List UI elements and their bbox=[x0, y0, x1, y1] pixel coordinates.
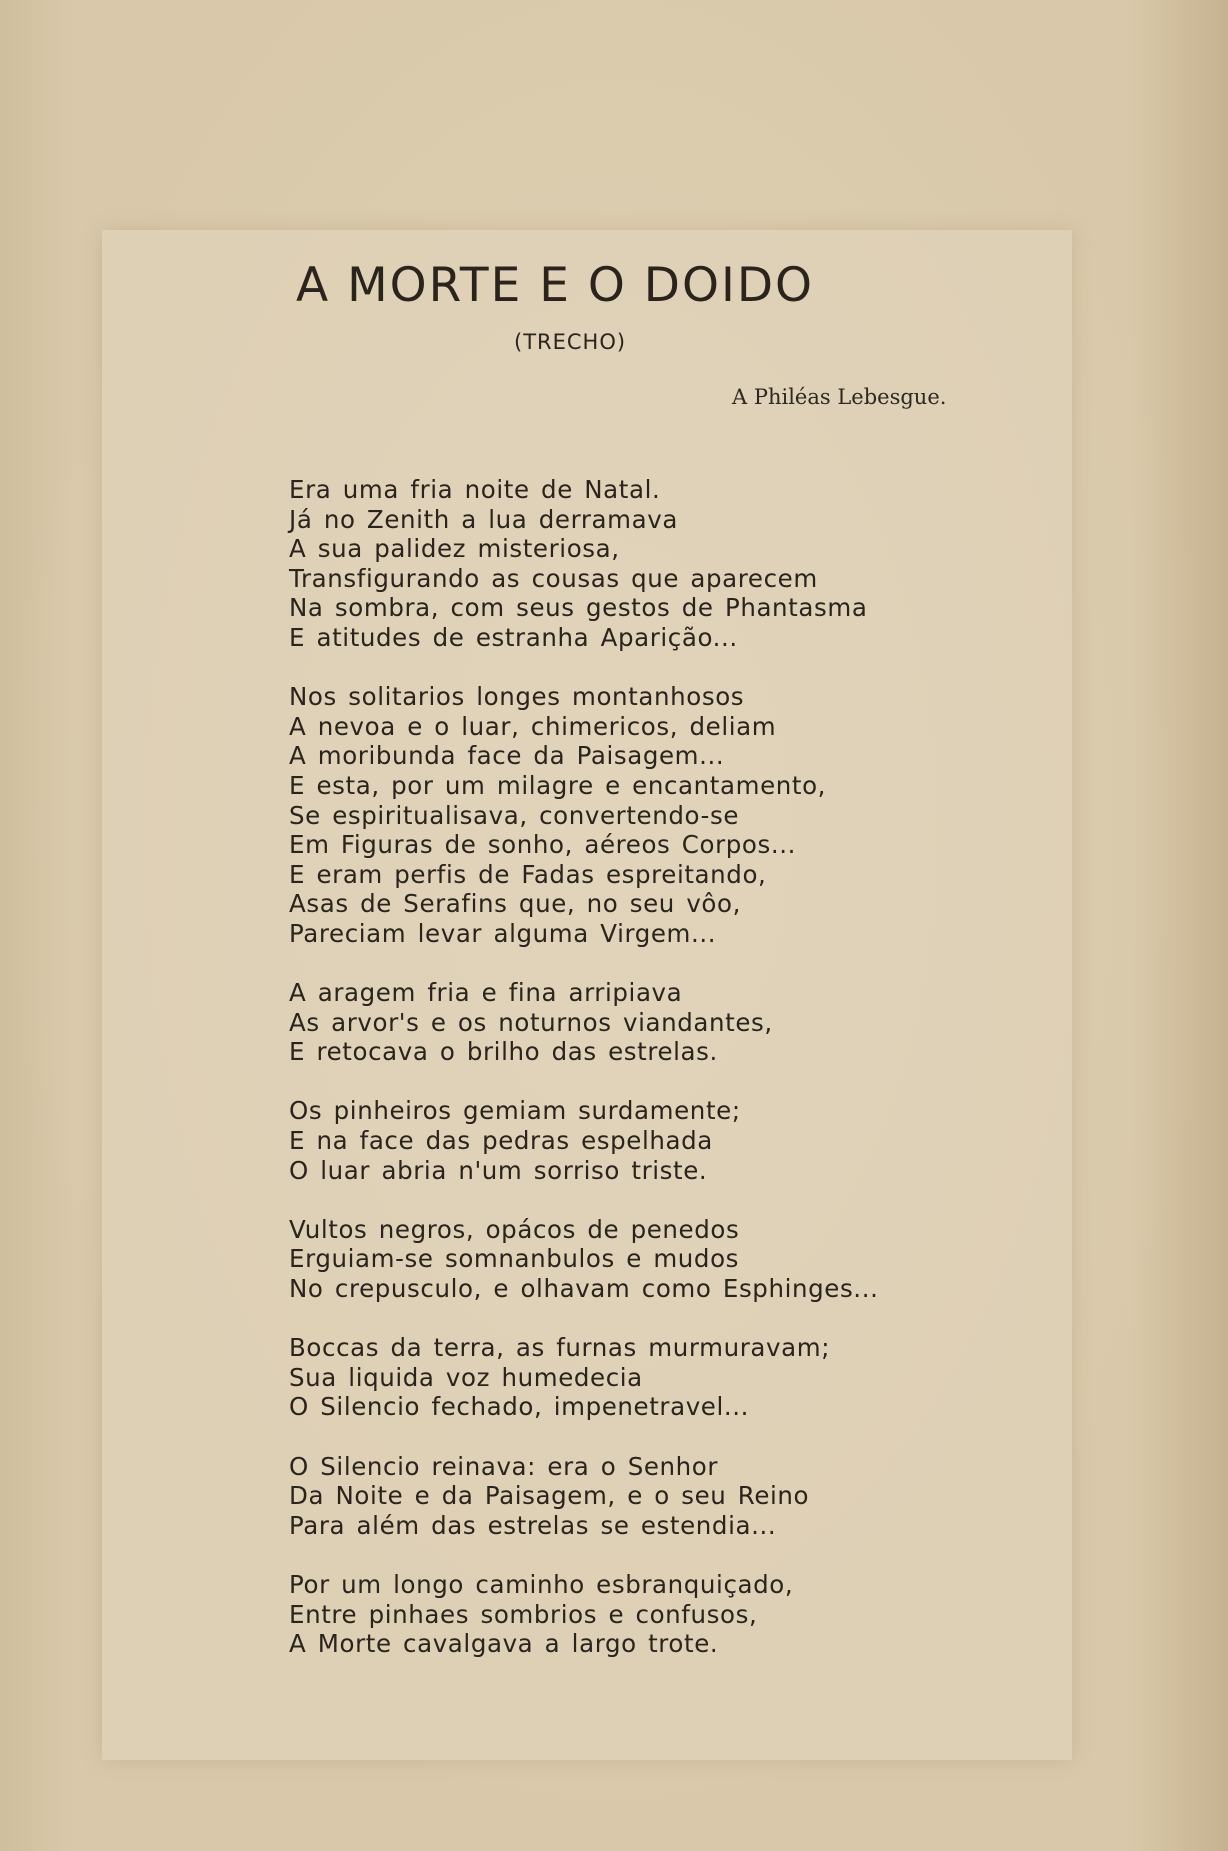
poem-line: Em Figuras de sonho, aéreos Corpos... bbox=[289, 830, 797, 860]
poem-line: A Morte cavalgava a largo trote. bbox=[289, 1629, 719, 1659]
poem-line: E atitudes de estranha Aparição... bbox=[289, 622, 738, 652]
poem-line: As arvor's e os noturnos viandantes, bbox=[289, 1007, 773, 1037]
poem-line: Era uma fria noite de Natal. bbox=[289, 475, 661, 504]
poem-line: Entre pinhaes sombrios e confusos, bbox=[289, 1599, 758, 1629]
dedication: A Philéas Lebesgue. bbox=[732, 385, 947, 409]
poem-line: Boccas da terra, as furnas murmuravam; bbox=[289, 1333, 831, 1363]
stanza bbox=[289, 682, 1089, 948]
poem-line: E esta, por um milagre e encantamento, bbox=[289, 770, 827, 800]
poem-line: O Silencio fechado, impenetravel... bbox=[289, 1392, 750, 1422]
poem-line: O Silencio reinava: era o Senhor bbox=[289, 1451, 719, 1481]
poem-line: No crepusculo, e olhavam como Esphinges... bbox=[289, 1274, 879, 1304]
stanza bbox=[289, 1452, 1089, 1541]
poem-line: E retocava o brilho das estrelas. bbox=[289, 1037, 718, 1067]
poem-line: Asas de Serafins que, no seu vôo, bbox=[289, 889, 741, 919]
poem-line: Já no Zenith a lua derramava bbox=[289, 504, 678, 534]
poem-line: O luar abria n'um sorriso triste. bbox=[289, 1155, 708, 1185]
stanza bbox=[289, 978, 1089, 1067]
stanza bbox=[289, 475, 1089, 653]
poem-title: A MORTE E O DOIDO bbox=[296, 258, 815, 313]
poem-line: Transfigurando as cousas que aparecem bbox=[289, 563, 818, 593]
poem-subtitle: (TRECHO) bbox=[514, 330, 627, 354]
stanza bbox=[289, 1215, 1089, 1304]
stanza bbox=[289, 1333, 1089, 1422]
poem-line: Por um longo caminho esbranquiçado, bbox=[289, 1569, 794, 1599]
poem-line: A sua palidez misteriosa, bbox=[289, 534, 620, 564]
poem-line: A moribunda face da Paisagem... bbox=[289, 741, 725, 771]
poem-line: Pareciam levar alguma Virgem... bbox=[289, 918, 717, 948]
poem-line: E eram perfis de Fadas espreitando, bbox=[289, 859, 767, 889]
poem-body bbox=[289, 475, 1089, 1688]
poem-line: Se espiritualisava, convertendo-se bbox=[289, 800, 740, 830]
stanza bbox=[289, 1096, 1089, 1185]
poem-line: A nevoa e o luar, chimericos, deliam bbox=[289, 711, 777, 741]
poem-line: Erguiam-se somnanbulos e mudos bbox=[289, 1244, 740, 1274]
stanza bbox=[289, 1570, 1089, 1659]
poem-line: Sua liquida voz humedecia bbox=[289, 1362, 643, 1392]
poem-line: Para além das estrelas se estendia... bbox=[289, 1510, 777, 1540]
poem-line: Na sombra, com seus gestos de Phantasma bbox=[289, 593, 868, 623]
poem-line: Vultos negros, opácos de penedos bbox=[289, 1214, 740, 1244]
poem-line: A aragem fria e fina arripiava bbox=[289, 978, 683, 1008]
poem-line: Da Noite e da Paisagem, e o seu Reino bbox=[289, 1481, 810, 1511]
poem-line: Nos solitarios longes montanhosos bbox=[289, 682, 745, 712]
poem-line: Os pinheiros gemiam surdamente; bbox=[289, 1096, 741, 1126]
poem-line: E na face das pedras espelhada bbox=[289, 1126, 713, 1156]
